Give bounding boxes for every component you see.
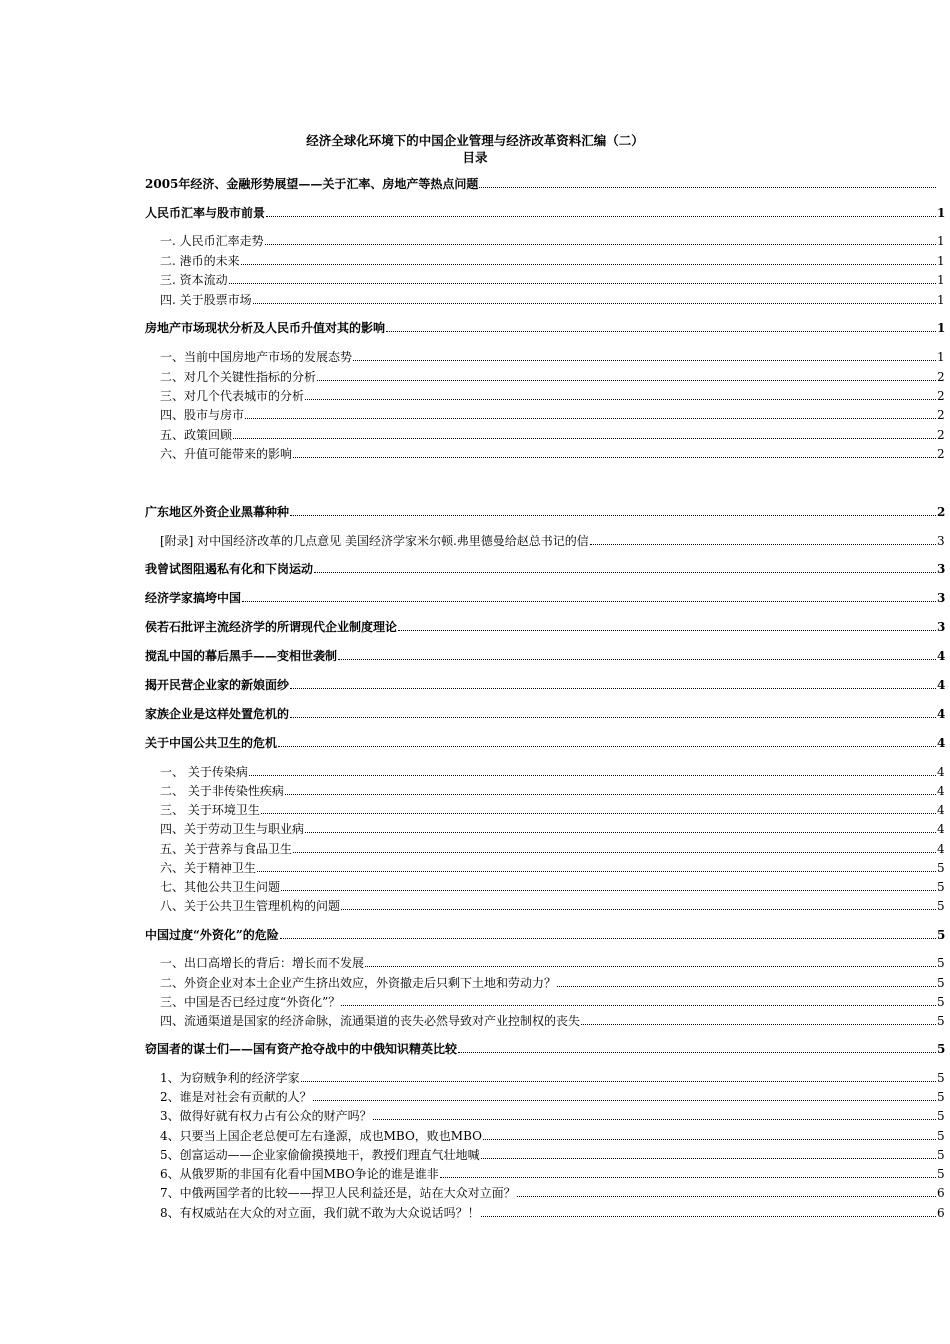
toc-page-number: 3 [937, 620, 946, 634]
toc-entry-title: 窃国者的谋士们——国有资产抢夺战中的中俄知识精英比较 [145, 1042, 458, 1056]
toc-leader-dots [293, 456, 936, 458]
toc-page-number: 3 [937, 534, 945, 548]
toc-leader-dots [314, 571, 936, 573]
toc-leader-dots [241, 263, 936, 265]
toc-entry-title: 6、从俄罗斯的非国有化看中国MBO争论的谁是谁非 [160, 1167, 439, 1181]
toc-leader-dots [398, 629, 936, 631]
toc-leader-dots [280, 937, 936, 939]
toc-entry-title: 搅乱中国的幕后黑手——变相世袭制 [145, 649, 338, 663]
toc-leader-dots [581, 1023, 936, 1025]
toc-entry[interactable] [145, 590, 950, 606]
toc-leader-dots [317, 379, 936, 381]
toc-entry-title: 经济学家搞垮中国 [145, 591, 242, 605]
toc-subentry[interactable] [160, 898, 950, 914]
toc-subentry[interactable] [160, 841, 950, 857]
toc-leader-dots [266, 215, 936, 217]
toc-page-number: 5 [937, 1148, 945, 1162]
toc-entry-title: 五、关于营养与食品卫生 [160, 842, 293, 856]
toc-subentry[interactable] [160, 1089, 950, 1105]
toc-leader-dots [290, 514, 936, 516]
toc-subentry[interactable] [160, 233, 950, 249]
toc-subentry[interactable] [160, 821, 950, 837]
toc-entry-title: 四. 关于股票市场 [160, 293, 252, 307]
toc-entry-title: 七、其他公共卫生问题 [160, 880, 281, 894]
toc-page-number: 2 [937, 428, 945, 442]
toc-entry-title: 五、政策回顾 [160, 428, 233, 442]
toc-entry[interactable] [145, 648, 950, 664]
toc-page-number: 4 [937, 736, 946, 750]
toc-page-number: 5 [937, 1109, 945, 1123]
toc-page-number: 5 [937, 861, 945, 875]
toc-entry-title: 中国过度“外资化”的危险 [145, 928, 279, 942]
toc-page-number: 2 [937, 505, 946, 519]
toc-entry-title: 2005年经济、金融形势展望——关于汇率、房地产等热点问题 [145, 177, 479, 191]
toc-leader-dots [386, 330, 936, 332]
toc-entry-title: 三、对几个代表城市的分析 [160, 389, 305, 403]
toc-subentry[interactable] [160, 1013, 950, 1029]
toc-entry-title: 一、当前中国房地产市场的发展态势 [160, 350, 353, 364]
toc-page-number: 4 [937, 822, 945, 836]
toc-subentry[interactable] [160, 860, 950, 876]
toc-entry-title: 一、出口高增长的背后：增长而不发展 [160, 956, 365, 970]
toc-page-number: 5 [937, 956, 945, 970]
toc-entry-title: 5、创富运动——企业家偷偷摸摸地干，教授们理直气壮地喊 [160, 1148, 480, 1162]
toc-leader-dots [483, 1138, 936, 1140]
toc-entry-title: 四、流通渠道是国家的经济命脉，流通渠道的丧失必然导致对产业控制权的丧失 [160, 1014, 581, 1028]
toc-subentry[interactable] [160, 349, 950, 365]
toc-subentry[interactable] [160, 1166, 950, 1182]
toc-entry-title: 二、 关于非传染性疾病 [160, 784, 284, 798]
toc-leader-dots [253, 302, 936, 304]
toc-entry-title: 广东地区外资企业黑幕种种 [145, 505, 290, 519]
toc-leader-dots [249, 774, 936, 776]
toc-subentry[interactable] [160, 533, 950, 549]
toc-entry-title: 三. 资本流动 [160, 273, 228, 287]
toc-page-number: 4 [937, 678, 946, 692]
toc-leader-dots [481, 1157, 936, 1159]
toc-leader-dots [290, 716, 936, 718]
toc-entry-title: 8、有权威站在大众的对立面，我们就不敢为大众说话吗？！ [160, 1206, 480, 1220]
toc-subentry[interactable] [160, 272, 950, 288]
toc-subentry[interactable] [160, 955, 950, 971]
toc-entry-title: 四、股市与房市 [160, 408, 245, 422]
toc-leader-dots [353, 359, 936, 361]
toc-subentry[interactable] [160, 427, 950, 443]
toc-entry-title: 二、外资企业对本土企业产生挤出效应，外资撤走后只剩下土地和劳动力？ [160, 976, 557, 990]
toc-entry-title: 2、谁是对社会有贡献的人？ [160, 1090, 312, 1104]
toc-page-number: 1 [937, 273, 945, 287]
toc-page-number: 5 [937, 1090, 945, 1104]
toc-leader-dots [257, 870, 936, 872]
toc-entry-title: 7、中俄两国学者的比较——捍卫人民利益还是，站在大众对立面？ [160, 1186, 516, 1200]
toc-subentry[interactable] [160, 253, 950, 269]
toc-leader-dots [373, 1118, 936, 1120]
toc-leader-dots [341, 908, 936, 910]
toc-page-number: 2 [937, 408, 945, 422]
toc-page-number: 1 [937, 350, 945, 364]
toc-page-number: 2 [937, 447, 945, 461]
toc-page-number: 3 [937, 591, 946, 605]
toc-entry-title: [附录] 对中国经济改革的几点意见 美国经济学家米尔顿.弗里德曼给赵总书记的信 [160, 534, 589, 548]
toc-subentry[interactable] [160, 407, 950, 423]
toc-entry[interactable] [145, 504, 950, 520]
toc-page-number: 5 [937, 1071, 945, 1085]
toc-subentry[interactable] [160, 292, 950, 308]
toc-entry-title: 房地产市场现状分析及人民币升值对其的影响 [145, 321, 386, 335]
toc-leader-dots [305, 398, 936, 400]
toc-entry-title: 六、关于精神卫生 [160, 861, 257, 875]
toc-subentry[interactable] [160, 879, 950, 895]
toc-entry[interactable] [145, 735, 950, 751]
toc-entry-title: 二. 港币的未来 [160, 254, 240, 268]
toc-entry-title: 关于中国公共卫生的危机 [145, 736, 278, 750]
toc-entry-title: 三、中国是否已经过度“外资化”？ [160, 995, 341, 1009]
toc-subentry[interactable] [160, 446, 950, 462]
toc-page-number: 4 [937, 803, 945, 817]
toc-subentry[interactable] [160, 1108, 950, 1124]
toc-leader-dots [458, 1051, 936, 1053]
toc-leader-dots [365, 965, 936, 967]
toc-page-number: 5 [937, 880, 945, 894]
toc-entry[interactable] [145, 677, 950, 693]
toc-entry[interactable] [145, 320, 950, 336]
toc-page-number: 1 [937, 254, 945, 268]
toc-subentry[interactable] [160, 1185, 950, 1201]
toc-leader-dots [281, 889, 936, 891]
toc-leader-dots [290, 687, 936, 689]
toc-entry[interactable] [145, 561, 950, 577]
toc-entry-title: 我曾试图阻遏私有化和下岗运动 [145, 562, 314, 576]
toc-leader-dots [481, 1215, 936, 1217]
toc-page-number: 4 [937, 784, 945, 798]
toc-entry-title: 四、关于劳动卫生与职业病 [160, 822, 305, 836]
toc-page-number: 4 [937, 765, 945, 779]
toc-page-number: 5 [937, 995, 945, 1009]
toc-entry-title: 3、做得好就有权力占有公众的财产吗？ [160, 1109, 372, 1123]
toc-subentry[interactable] [160, 994, 950, 1010]
toc-subentry[interactable] [160, 1070, 950, 1086]
toc-leader-dots [517, 1195, 936, 1197]
toc-leader-dots [305, 831, 936, 833]
toc-leader-dots [557, 985, 936, 987]
toc-heading: 目录 [462, 150, 488, 165]
toc-entry[interactable] [145, 927, 950, 943]
toc-leader-dots [313, 1099, 936, 1101]
toc-leader-dots [341, 1004, 936, 1006]
toc-entry-title: 六、升值可能带来的影响 [160, 447, 293, 461]
toc-page-number: 4 [937, 649, 946, 663]
toc-page-number: 5 [937, 1042, 946, 1056]
toc-page-number: 2 [937, 370, 945, 384]
toc-subentry[interactable] [160, 388, 950, 404]
toc-leader-dots [293, 851, 936, 853]
toc-leader-dots [301, 1080, 936, 1082]
toc-leader-dots [233, 437, 936, 439]
toc-page-number: 1 [937, 206, 946, 220]
toc-subentry[interactable] [160, 1147, 950, 1163]
toc-page-number: 1 [937, 234, 945, 248]
toc-page-number: 4 [937, 842, 945, 856]
toc-entry[interactable] [145, 706, 950, 722]
toc-subentry[interactable] [160, 802, 950, 818]
toc-leader-dots [338, 658, 936, 660]
toc-page-number: 4 [937, 707, 946, 721]
toc-page-number: 2 [937, 389, 945, 403]
toc-entry-title: 4、只要当上国企老总便可左右逢源，成也MBO，败也MBO [160, 1129, 482, 1143]
toc-page-number: 1 [937, 321, 946, 335]
toc-page-number: 6 [937, 1206, 945, 1220]
toc-subentry[interactable] [160, 1128, 950, 1144]
toc-page-number: 5 [937, 1167, 945, 1181]
toc-leader-dots [261, 812, 936, 814]
toc-entry-title: 二、对几个关键性指标的分析 [160, 370, 317, 384]
toc-entry-title: 三、 关于环境卫生 [160, 803, 260, 817]
toc-entry-title: 一. 人民币汇率走势 [160, 234, 264, 248]
toc-leader-dots [245, 417, 936, 419]
toc-subentry[interactable] [160, 369, 950, 385]
toc-entry-title: 一、 关于传染病 [160, 765, 248, 779]
toc-leader-dots [479, 186, 936, 188]
toc-page-number: 5 [937, 899, 945, 913]
toc-leader-dots [265, 243, 936, 245]
toc-entry-title: 家族企业是这样处置危机的 [145, 707, 290, 721]
toc-leader-dots [278, 745, 936, 747]
toc-subentry[interactable] [160, 1205, 950, 1221]
toc-page-number: 1 [937, 293, 945, 307]
toc-leader-dots [590, 543, 936, 545]
toc-entry-title: 1、为窃贼争利的经济学家 [160, 1071, 300, 1085]
toc-entry[interactable] [145, 619, 950, 635]
toc-entry-title: 八、关于公共卫生管理机构的问题 [160, 899, 341, 913]
toc-entry[interactable] [145, 176, 950, 192]
toc-page-number: 3 [937, 562, 946, 576]
toc-leader-dots [440, 1176, 936, 1178]
toc-leader-dots [285, 793, 936, 795]
toc-leader-dots [229, 282, 936, 284]
toc-leader-dots [242, 600, 936, 602]
toc-subentry[interactable] [160, 783, 950, 799]
toc-entry-title: 揭开民营企业家的新娘面纱 [145, 678, 290, 692]
toc-page-number: 5 [937, 976, 945, 990]
toc-entry[interactable] [145, 1041, 950, 1057]
toc-entry[interactable] [145, 205, 950, 221]
toc-entry-title: 人民币汇率与股市前景 [145, 206, 266, 220]
toc-page-number: 5 [937, 928, 946, 942]
toc-page-number: 6 [937, 1186, 945, 1200]
toc-subentry[interactable] [160, 975, 950, 991]
document-title: 经济全球化环境下的中国企业管理与经济改革资料汇编（二） [306, 133, 644, 148]
toc-page-number: 5 [937, 1129, 945, 1143]
toc-subentry[interactable] [160, 764, 950, 780]
toc-entry-title: 侯若石批评主流经济学的所谓现代企业制度理论 [145, 620, 398, 634]
toc-page-number: 5 [937, 1014, 945, 1028]
